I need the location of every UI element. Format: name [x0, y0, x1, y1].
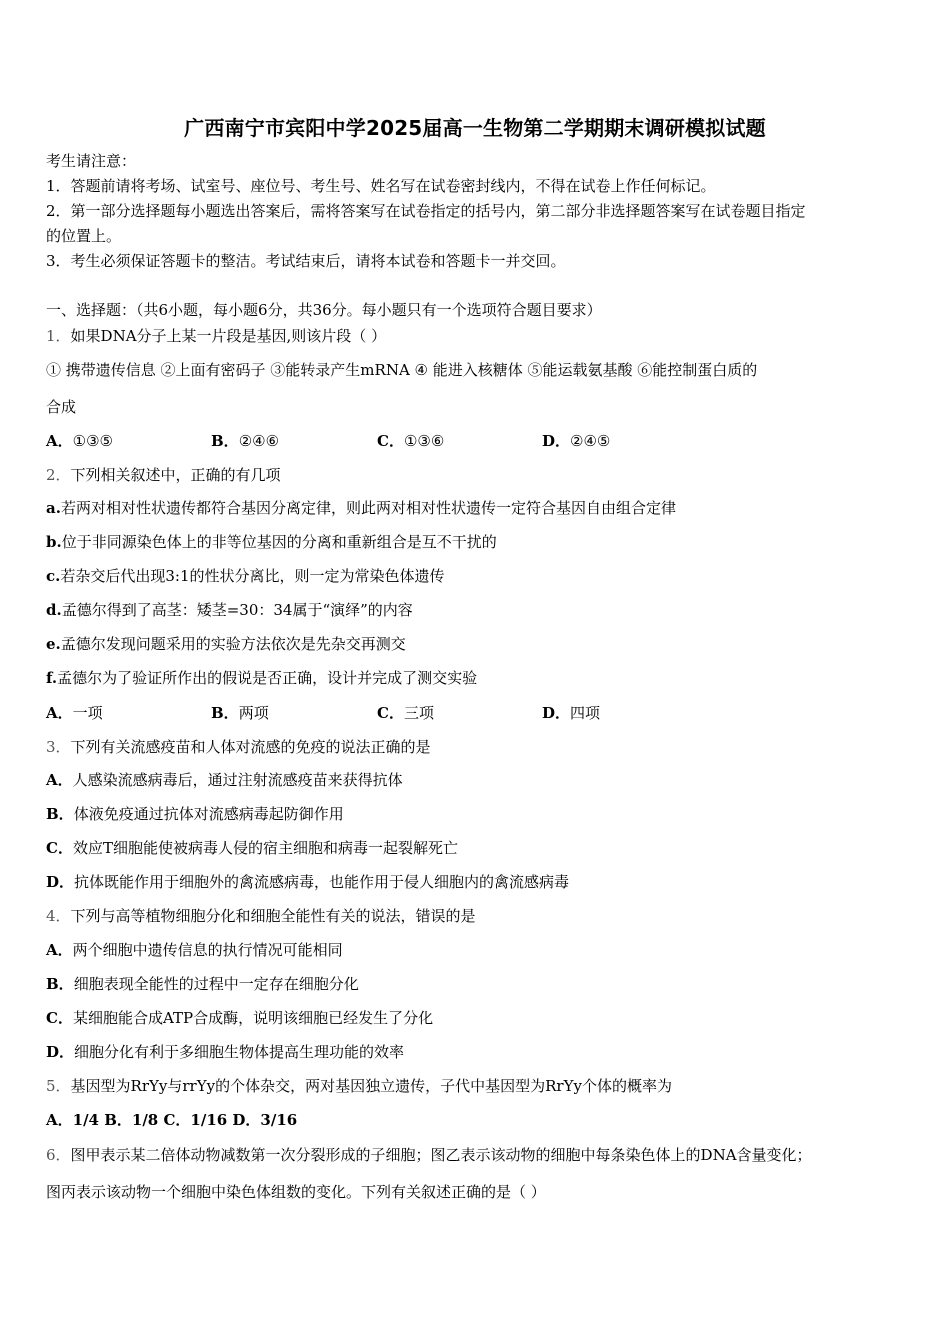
notice-item-1: 1．答题前请将考场、试室号、座位号、考生号、姓名写在试卷密封线内，不得在试卷上作任何标记。 [46, 177, 716, 195]
option-text: 两项 [238, 704, 269, 722]
statement-text: 孟德尔发现问题采用的实验方法依次是先杂交再测交 [60, 635, 406, 653]
option-label: C． [377, 704, 404, 722]
question-number: 2． [46, 466, 71, 484]
q4-option-d [46, 1042, 404, 1062]
statement-label: c. [46, 567, 61, 585]
option-label: A． [46, 704, 73, 722]
question-2 [46, 465, 281, 485]
q2-option-d [542, 703, 600, 723]
question-stem: 下列与高等植物细胞分化和细胞全能性有关的说法，错误的是 [70, 907, 476, 925]
option-text: 两个细胞中遗传信息的执行情况可能相同 [72, 941, 343, 959]
q3-option-d [46, 872, 569, 892]
q1-option-b [211, 431, 279, 451]
question-1 [46, 326, 386, 346]
option-label: B． [46, 805, 74, 823]
option-text: ②④⑥ [238, 432, 280, 450]
option-text: 细胞分化有利于多细胞生物体提高生理功能的效率 [74, 1043, 405, 1061]
q6-stem-line-2: 图丙表示该动物一个细胞中染色体组数的变化。下列有关叙述正确的是（ ） [46, 1183, 546, 1201]
option-label: B． [211, 432, 239, 450]
question-4 [46, 906, 476, 926]
q2-statement-e [46, 634, 406, 654]
q2-option-b [211, 703, 269, 723]
option-label: D． [46, 1043, 75, 1061]
notice-heading: 考生请注意： [46, 152, 137, 170]
q4-option-c [46, 1008, 433, 1028]
option-label: A． [46, 941, 73, 959]
statement-text: 若两对相对性状遗传都符合基因分离定律，则此两对相对性状遗传一定符合基因自由组合定律 [60, 499, 676, 517]
statement-label: a. [46, 499, 61, 517]
statement-text: 孟德尔为了验证所作出的假说是否正确，设计并完成了测交实验 [57, 669, 478, 687]
q2-option-a [46, 703, 103, 723]
notice-item-2-cont: 的位置上。 [46, 227, 122, 245]
notice-item-2: 2．第一部分选择题每小题选出答案后，需将答案写在试卷指定的括号内，第二部分非选择题答案写在试卷题目指定 [46, 202, 806, 220]
q5-options: A．1/4 B．1/8 C．1/16 D．3/16 [46, 1111, 298, 1129]
option-label: A． [46, 432, 73, 450]
question-6 [46, 1145, 812, 1165]
statement-text: 位于非同源染色体上的非等位基因的分离和重新组合是互不干扰的 [61, 533, 497, 551]
q2-statement-a [46, 498, 676, 518]
q2-statement-c [46, 566, 445, 586]
notice-item-3: 3．考生必须保证答题卡的整洁。考试结束后，请将本试卷和答题卡一并交回。 [46, 252, 566, 270]
q4-option-a [46, 940, 343, 960]
statement-label: f. [46, 669, 58, 687]
q2-statement-b [46, 532, 497, 552]
option-label: D． [542, 704, 571, 722]
option-label: D． [542, 432, 571, 450]
q2-option-c [377, 703, 434, 723]
question-number: 1． [46, 327, 71, 345]
option-label: A． [46, 771, 73, 789]
q3-option-b [46, 804, 344, 824]
q4-option-b [46, 974, 359, 994]
option-text: 某细胞能合成ATP合成酶，说明该细胞已经发生了分化 [72, 1009, 434, 1027]
option-text: 效应T细胞能使被病毒人侵的宿主细胞和病毒一起裂解死亡 [72, 839, 458, 857]
q1-items-line-1: ① 携带遗传信息 ②上面有密码子 ③能转录产生mRNA ④ 能进入核糖体 ⑤能运载氨基酸 ⑥能控制蛋白质的 [46, 361, 758, 379]
q2-statement-d [46, 600, 413, 620]
section-heading: 一、选择题：（共6小题，每小题6分，共36分。每小题只有一个选项符合题目要求） [46, 301, 602, 319]
option-text: ②④⑤ [570, 432, 611, 450]
option-text: 人感染流感病毒后，通过注射流感疫苗来获得抗体 [72, 771, 403, 789]
question-number: 4． [46, 907, 71, 925]
option-label: C． [377, 432, 404, 450]
q1-option-a [46, 431, 113, 451]
statement-text: 若杂交后代出现3:1的性状分离比，则一定为常染色体遗传 [60, 567, 445, 585]
option-label: D． [46, 873, 75, 891]
option-text: ①③⑤ [72, 432, 113, 450]
option-text: 三项 [403, 704, 434, 722]
statement-label: b. [46, 533, 62, 551]
question-stem: 下列有关流感疫苗和人体对流感的免疫的说法正确的是 [70, 738, 431, 756]
option-label: B． [46, 975, 74, 993]
question-5 [46, 1076, 672, 1096]
q1-option-c [377, 431, 444, 451]
question-number: 5． [46, 1077, 71, 1095]
question-number: 3． [46, 738, 71, 756]
statement-label: d. [46, 601, 62, 619]
option-text: 抗体既能作用于细胞外的禽流感病毒，也能作用于侵人细胞内的禽流感病毒 [74, 873, 570, 891]
q1-items-line-2: 合成 [46, 398, 77, 416]
option-text: 细胞表现全能性的过程中一定存在细胞分化 [73, 975, 359, 993]
q2-statement-f [46, 668, 477, 688]
option-label: C． [46, 1009, 73, 1027]
question-stem: 下列相关叙述中，正确的有几项 [70, 466, 281, 484]
option-text: ①③⑥ [403, 432, 445, 450]
option-label: C． [46, 839, 73, 857]
question-stem: 图甲表示某二倍体动物减数第一次分裂形成的子细胞；图乙表示该动物的细胞中每条染色体上的DNA含量变化； [70, 1146, 812, 1164]
question-number: 6． [46, 1146, 71, 1164]
q1-option-d [542, 431, 610, 451]
statement-text: 孟德尔得到了高茎：矮茎=30：34属于“演绎”的内容 [61, 601, 413, 619]
q3-option-a [46, 770, 403, 790]
page-title: 广西南宁市宾阳中学2025届高一生物第二学期期末调研模拟试题 [184, 116, 766, 140]
option-text: 体液免疫通过抗体对流感病毒起防御作用 [73, 805, 344, 823]
statement-label: e. [46, 635, 61, 653]
option-text: 四项 [570, 704, 601, 722]
question-stem: 基因型为RrYy与rrYy的个体杂交，两对基因独立遗传，子代中基因型为RrYy个体的概率为 [70, 1077, 672, 1095]
q3-option-c [46, 838, 458, 858]
option-text: 一项 [72, 704, 103, 722]
question-3 [46, 737, 431, 757]
option-label: B． [211, 704, 239, 722]
question-stem: 如果DNA分子上某一片段是基因,则该片段（ ） [70, 327, 387, 345]
